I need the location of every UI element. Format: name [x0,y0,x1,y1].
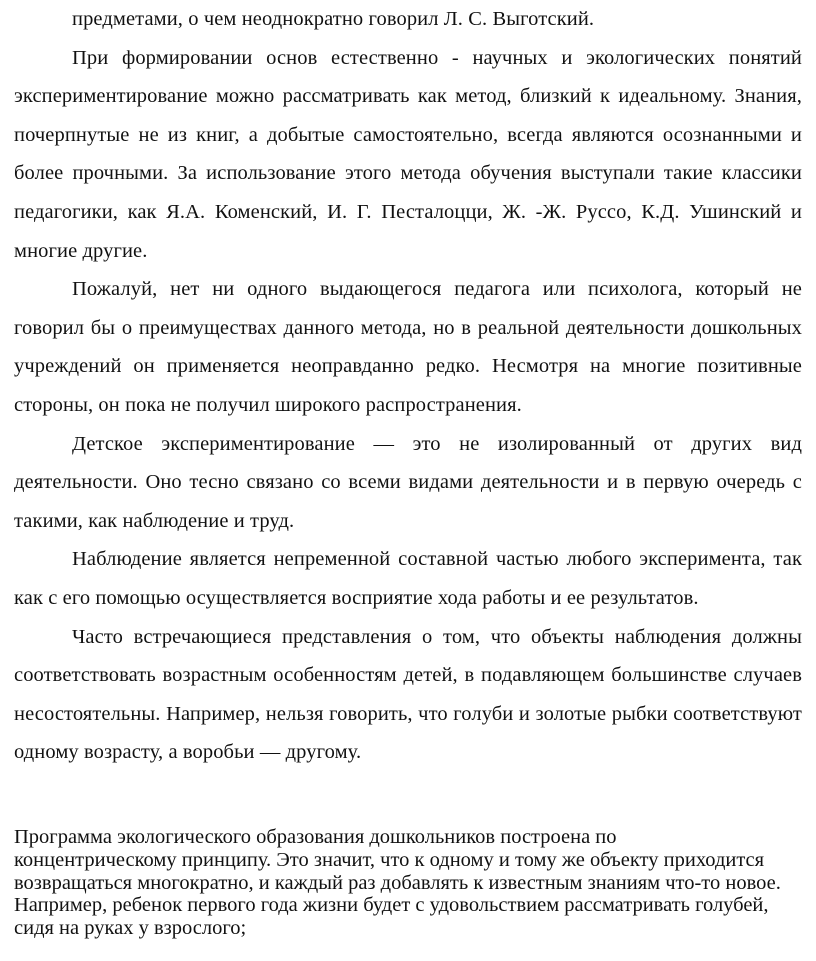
document-body [14,0,802,772]
paragraph-7: Программа экологического образования дошкольников построена по концентрическому принципу. Это значит, что к одному и тому же объекту приходится возвращаться многократно, и каждый раз добавлять к известным знаниям что-то новое. Например, ребенок первого года жизни будет с удовольствием рассматривать голубей, сидя на руках у взрослого; [14,826,781,940]
paragraph-1: предметами, о чем неоднократно говорил Л. С. Выготский. [72,8,595,30]
paragraph-4: Детское экспериментирование — это не изолированный от других вид деятельности. Оно тесно связано со всеми видами деятельности и в первую очередь с такими, как наблюдение и труд. [14,432,802,532]
paragraph-5: Наблюдение является непременной составной частью любого эксперимента, так как с его помощью осуществляется восприятие хода работы и ее результатов. [14,548,802,609]
paragraph-6: Часто встречающиеся представления о том, что объекты наблюдения должны соответствовать возрастным особенностям детей, в подавляющем большинстве случаев несостоятельны. Например, нельзя говорить, что голуби и золотые рыбки соответствуют одному возрасту, а воробьи — другому. [14,625,802,764]
paragraph-3: Пожалуй, нет ни одного выдающегося педагога или психолога, который не говорил бы о преимуществах данного метода, но в реальной деятельности дошкольных учреждений он применяется неоправданно редко. Несмотря на многие позитивные стороны, он пока не получил широкого распространения. [14,278,802,416]
paragraph-2: При формировании основ естественно - научных и экологических понятий экспериментирование можно рассматривать как метод, близкий к идеальному. Знания, почерпнутые не из книг, а добытые самостоятельно, всегда являются осознанными и более прочными. За использование этого метода обучения выступали такие классики педагогики, как Я.А. Коменский, И. Г. Песталоцци, Ж. -Ж. Руссо, К.Д. Ушинский и многие другие. [14,46,802,262]
